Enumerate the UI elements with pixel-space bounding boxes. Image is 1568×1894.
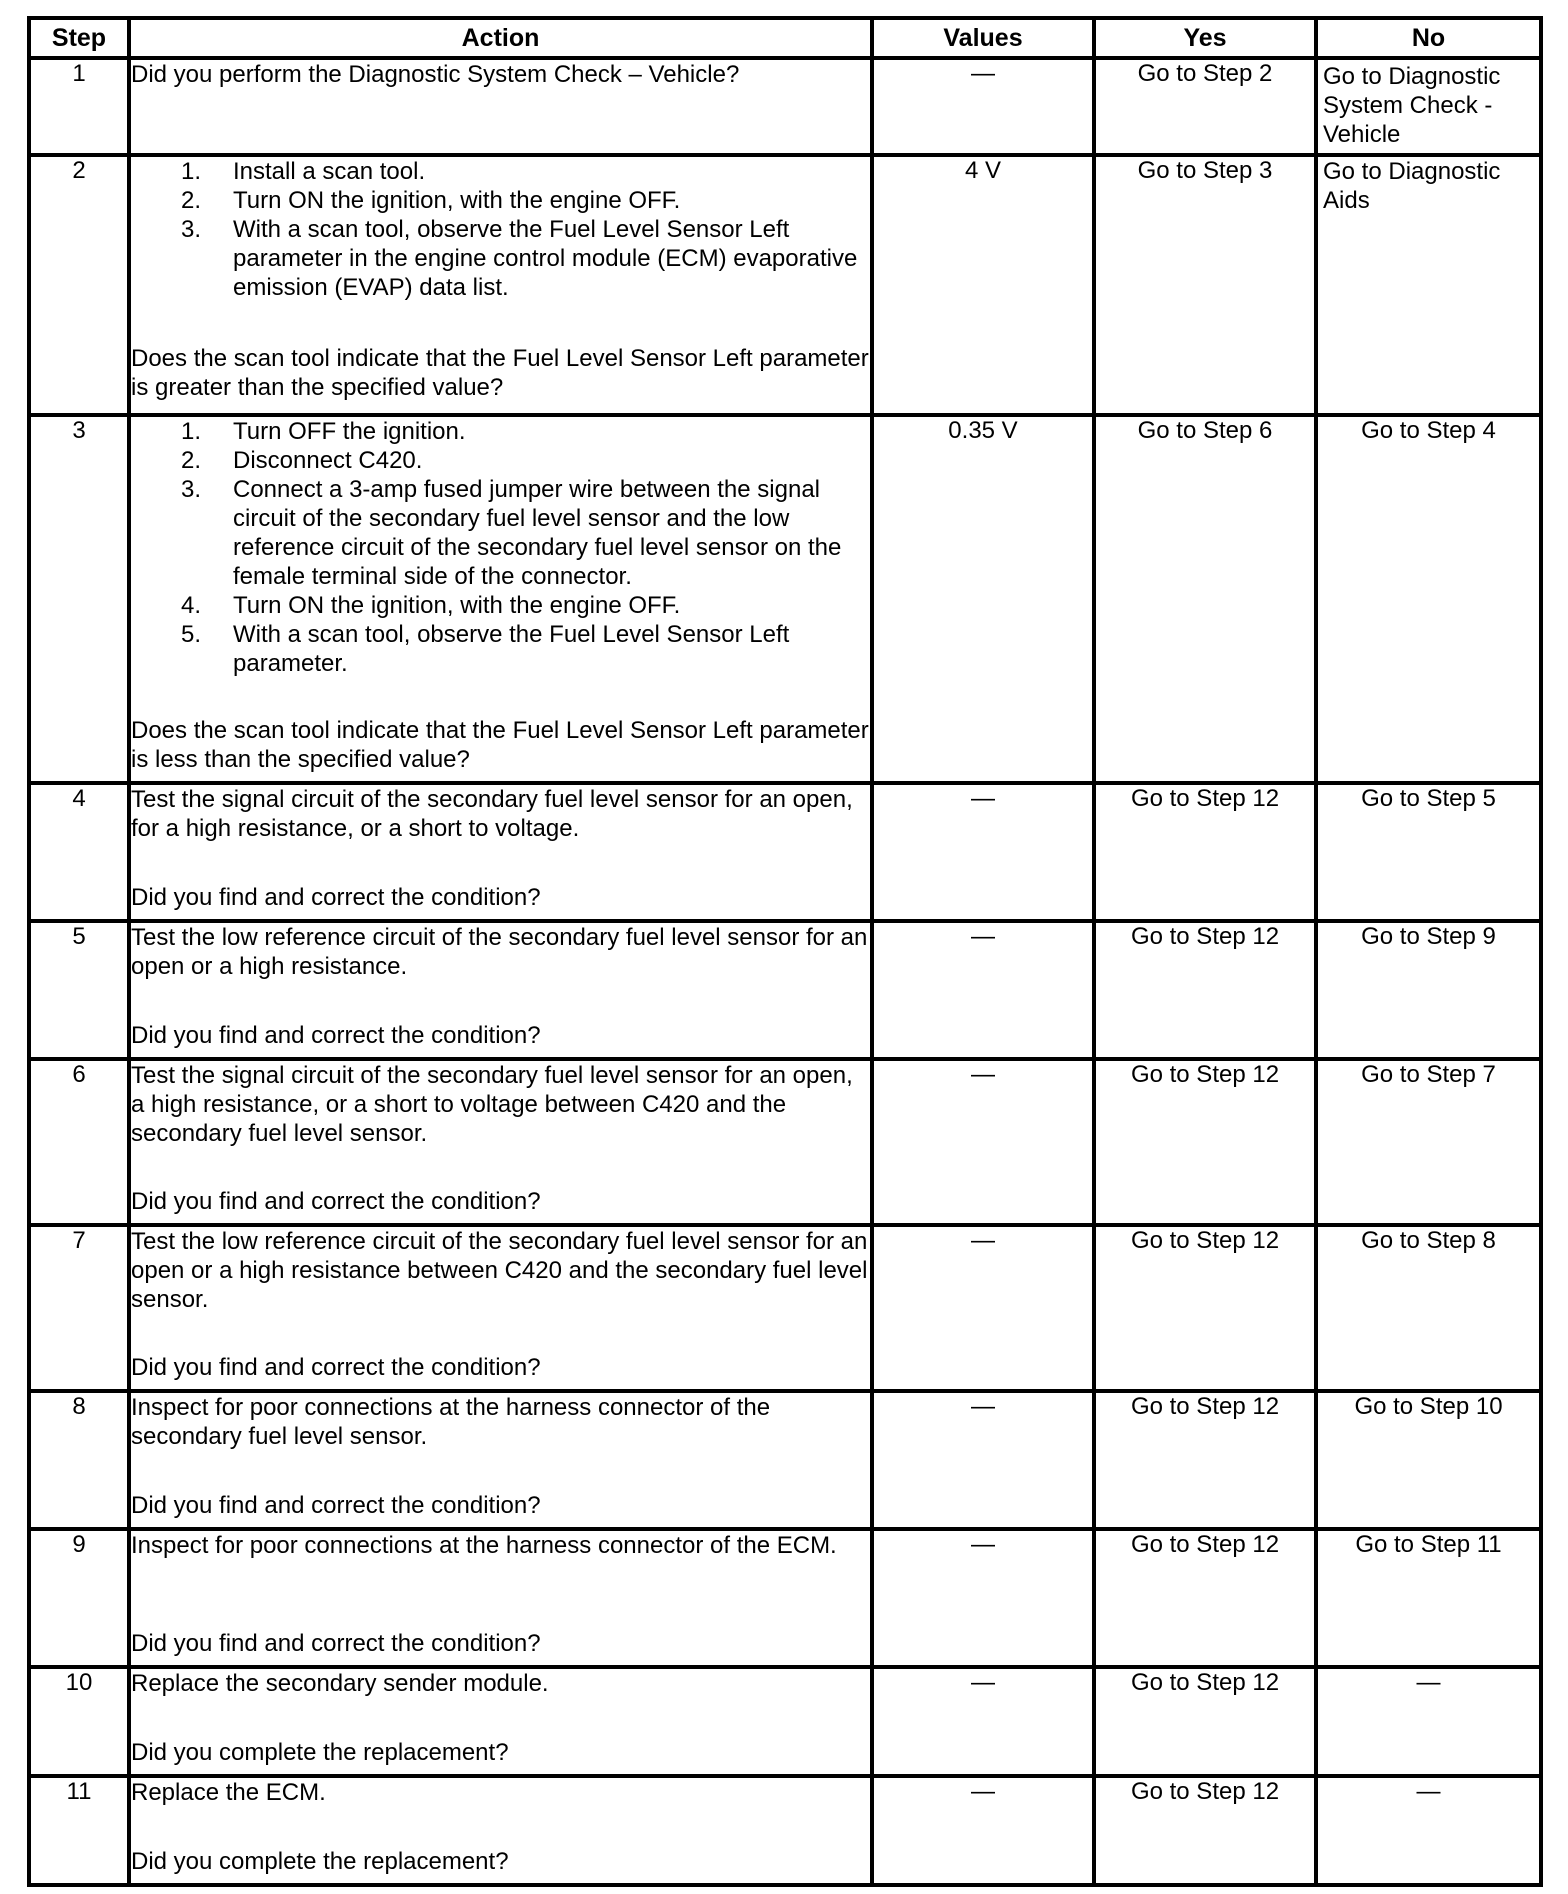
question-text: Did you complete the replacement? [131, 1739, 509, 1766]
action-text: Did you perform the Diagnostic System Check – Vehicle? [131, 61, 740, 88]
question-text: Did you find and correct the condition? [131, 884, 541, 911]
action-text: Test the signal circuit of the secondary fuel level sensor for an open, a high resistance, or a short to voltage between C420 and the secondary fuel level sensor. [131, 1062, 853, 1147]
value-cell: 0.35 V [872, 415, 1094, 783]
yes-cell: Go to Step 6 [1094, 415, 1316, 783]
no-line: Go to Diagnostic [1323, 63, 1501, 90]
action-cell [129, 921, 872, 1059]
no-cell [1316, 58, 1541, 155]
value-cell: — [872, 1667, 1094, 1776]
action-text: Test the low reference circuit of the secondary fuel level sensor for an open or a high resistance between C420 and the secondary fuel level sensor. [131, 1228, 868, 1313]
question-text: Did you find and correct the condition? [131, 1022, 541, 1049]
action-text: Replace the secondary sender module. [131, 1670, 549, 1697]
procedure-step: 1. Turn OFF the ignition. [181, 418, 466, 445]
table-row [29, 921, 1541, 1059]
question-text: Does the scan tool indicate that the Fuel Level Sensor Left parameter is less than the specified value? [131, 717, 869, 773]
table-row [29, 155, 1541, 415]
action-text: Inspect for poor connections at the harness connector of the ECM. [131, 1532, 837, 1559]
step-number: 6 [29, 1059, 129, 1225]
no-line: Go to Diagnostic [1323, 158, 1501, 185]
table-row [29, 1529, 1541, 1667]
yes-cell: Go to Step 2 [1094, 58, 1316, 155]
table-row [29, 783, 1541, 921]
table-row [29, 58, 1541, 155]
yes-cell: Go to Step 12 [1094, 1059, 1316, 1225]
action-text: Test the signal circuit of the secondary fuel level sensor for an open, for a high resistance, or a short to voltage. [131, 786, 853, 842]
procedure-list [131, 157, 870, 302]
no-line: Aids [1323, 187, 1370, 214]
no-cell: Go to Step 11 [1316, 1529, 1541, 1667]
no-cell: Go to Step 5 [1316, 783, 1541, 921]
header-values: Values [872, 18, 1094, 58]
no-cell [1316, 155, 1541, 415]
value-cell: — [872, 1225, 1094, 1391]
step-number: 4 [29, 783, 129, 921]
step-number: 1 [29, 58, 129, 155]
yes-cell: Go to Step 12 [1094, 1529, 1316, 1667]
value-cell: — [872, 1391, 1094, 1529]
yes-cell: Go to Step 12 [1094, 1776, 1316, 1885]
table-row [29, 1667, 1541, 1776]
step-number: 8 [29, 1391, 129, 1529]
yes-cell: Go to Step 12 [1094, 1391, 1316, 1529]
procedure-step: 4. Turn ON the ignition, with the engine OFF. [181, 592, 681, 619]
action-cell [129, 155, 872, 415]
step-number: 11 [29, 1776, 129, 1885]
yes-cell: Go to Step 12 [1094, 921, 1316, 1059]
no-cell: Go to Step 8 [1316, 1225, 1541, 1391]
value-cell: — [872, 783, 1094, 921]
question-text: Did you find and correct the condition? [131, 1492, 541, 1519]
value-cell: — [872, 58, 1094, 155]
action-text: Test the low reference circuit of the secondary fuel level sensor for an open or a high resistance. [131, 924, 868, 980]
diagnostic-table [27, 16, 1543, 1887]
procedure-step: 3. Connect a 3-amp fused jumper wire between the signal circuit of the secondary fuel level sensor and the low reference circuit of the secondary fuel level sensor on the female terminal side of the connector. [181, 476, 842, 590]
step-number: 5 [29, 921, 129, 1059]
procedure-step: 2. Turn ON the ignition, with the engine OFF. [181, 187, 681, 214]
action-cell [129, 1529, 872, 1667]
action-cell [129, 1667, 872, 1776]
question-text: Does the scan tool indicate that the Fuel Level Sensor Left parameter is greater than the specified value? [131, 345, 869, 401]
no-cell: Go to Step 7 [1316, 1059, 1541, 1225]
no-line: System Check - [1323, 92, 1493, 119]
procedure-step: 1. Install a scan tool. [181, 158, 426, 185]
no-line: Vehicle [1323, 121, 1401, 148]
question-text: Did you find and correct the condition? [131, 1188, 541, 1215]
action-text: Replace the ECM. [131, 1779, 326, 1806]
value-cell: — [872, 921, 1094, 1059]
table-row [29, 415, 1541, 783]
action-cell [129, 783, 872, 921]
procedure-list [131, 417, 870, 678]
procedure-step: 3. With a scan tool, observe the Fuel Level Sensor Left parameter in the engine control module (ECM) evaporative emission (EVAP) data list. [181, 216, 858, 301]
header-step: Step [29, 18, 129, 58]
header-action: Action [129, 18, 872, 58]
header-row [29, 18, 1541, 58]
question-text: Did you find and correct the condition? [131, 1630, 541, 1657]
no-cell: — [1316, 1667, 1541, 1776]
table-row [29, 1391, 1541, 1529]
step-number: 10 [29, 1667, 129, 1776]
no-cell: Go to Step 4 [1316, 415, 1541, 783]
header-no: No [1316, 18, 1541, 58]
value-cell: 4 V [872, 155, 1094, 415]
yes-cell: Go to Step 12 [1094, 1225, 1316, 1391]
action-cell [129, 1059, 872, 1225]
value-cell: — [872, 1776, 1094, 1885]
procedure-step: 2. Disconnect C420. [181, 447, 423, 474]
step-number: 9 [29, 1529, 129, 1667]
action-cell [129, 58, 872, 155]
no-cell: — [1316, 1776, 1541, 1885]
no-cell: Go to Step 10 [1316, 1391, 1541, 1529]
step-number: 3 [29, 415, 129, 783]
header-yes: Yes [1094, 18, 1316, 58]
table-row [29, 1225, 1541, 1391]
action-cell [129, 1225, 872, 1391]
action-cell [129, 1391, 872, 1529]
yes-cell: Go to Step 12 [1094, 783, 1316, 921]
table-row [29, 1059, 1541, 1225]
no-cell: Go to Step 9 [1316, 921, 1541, 1059]
action-cell [129, 415, 872, 783]
question-text: Did you complete the replacement? [131, 1848, 509, 1875]
step-number: 2 [29, 155, 129, 415]
yes-cell: Go to Step 3 [1094, 155, 1316, 415]
step-number: 7 [29, 1225, 129, 1391]
yes-cell: Go to Step 12 [1094, 1667, 1316, 1776]
action-text: Inspect for poor connections at the harness connector of the secondary fuel level sensor. [131, 1394, 771, 1450]
procedure-step: 5. With a scan tool, observe the Fuel Level Sensor Left parameter. [181, 621, 790, 677]
question-text: Did you find and correct the condition? [131, 1354, 541, 1381]
table-row [29, 1776, 1541, 1885]
action-cell [129, 1776, 872, 1885]
value-cell: — [872, 1529, 1094, 1667]
value-cell: — [872, 1059, 1094, 1225]
